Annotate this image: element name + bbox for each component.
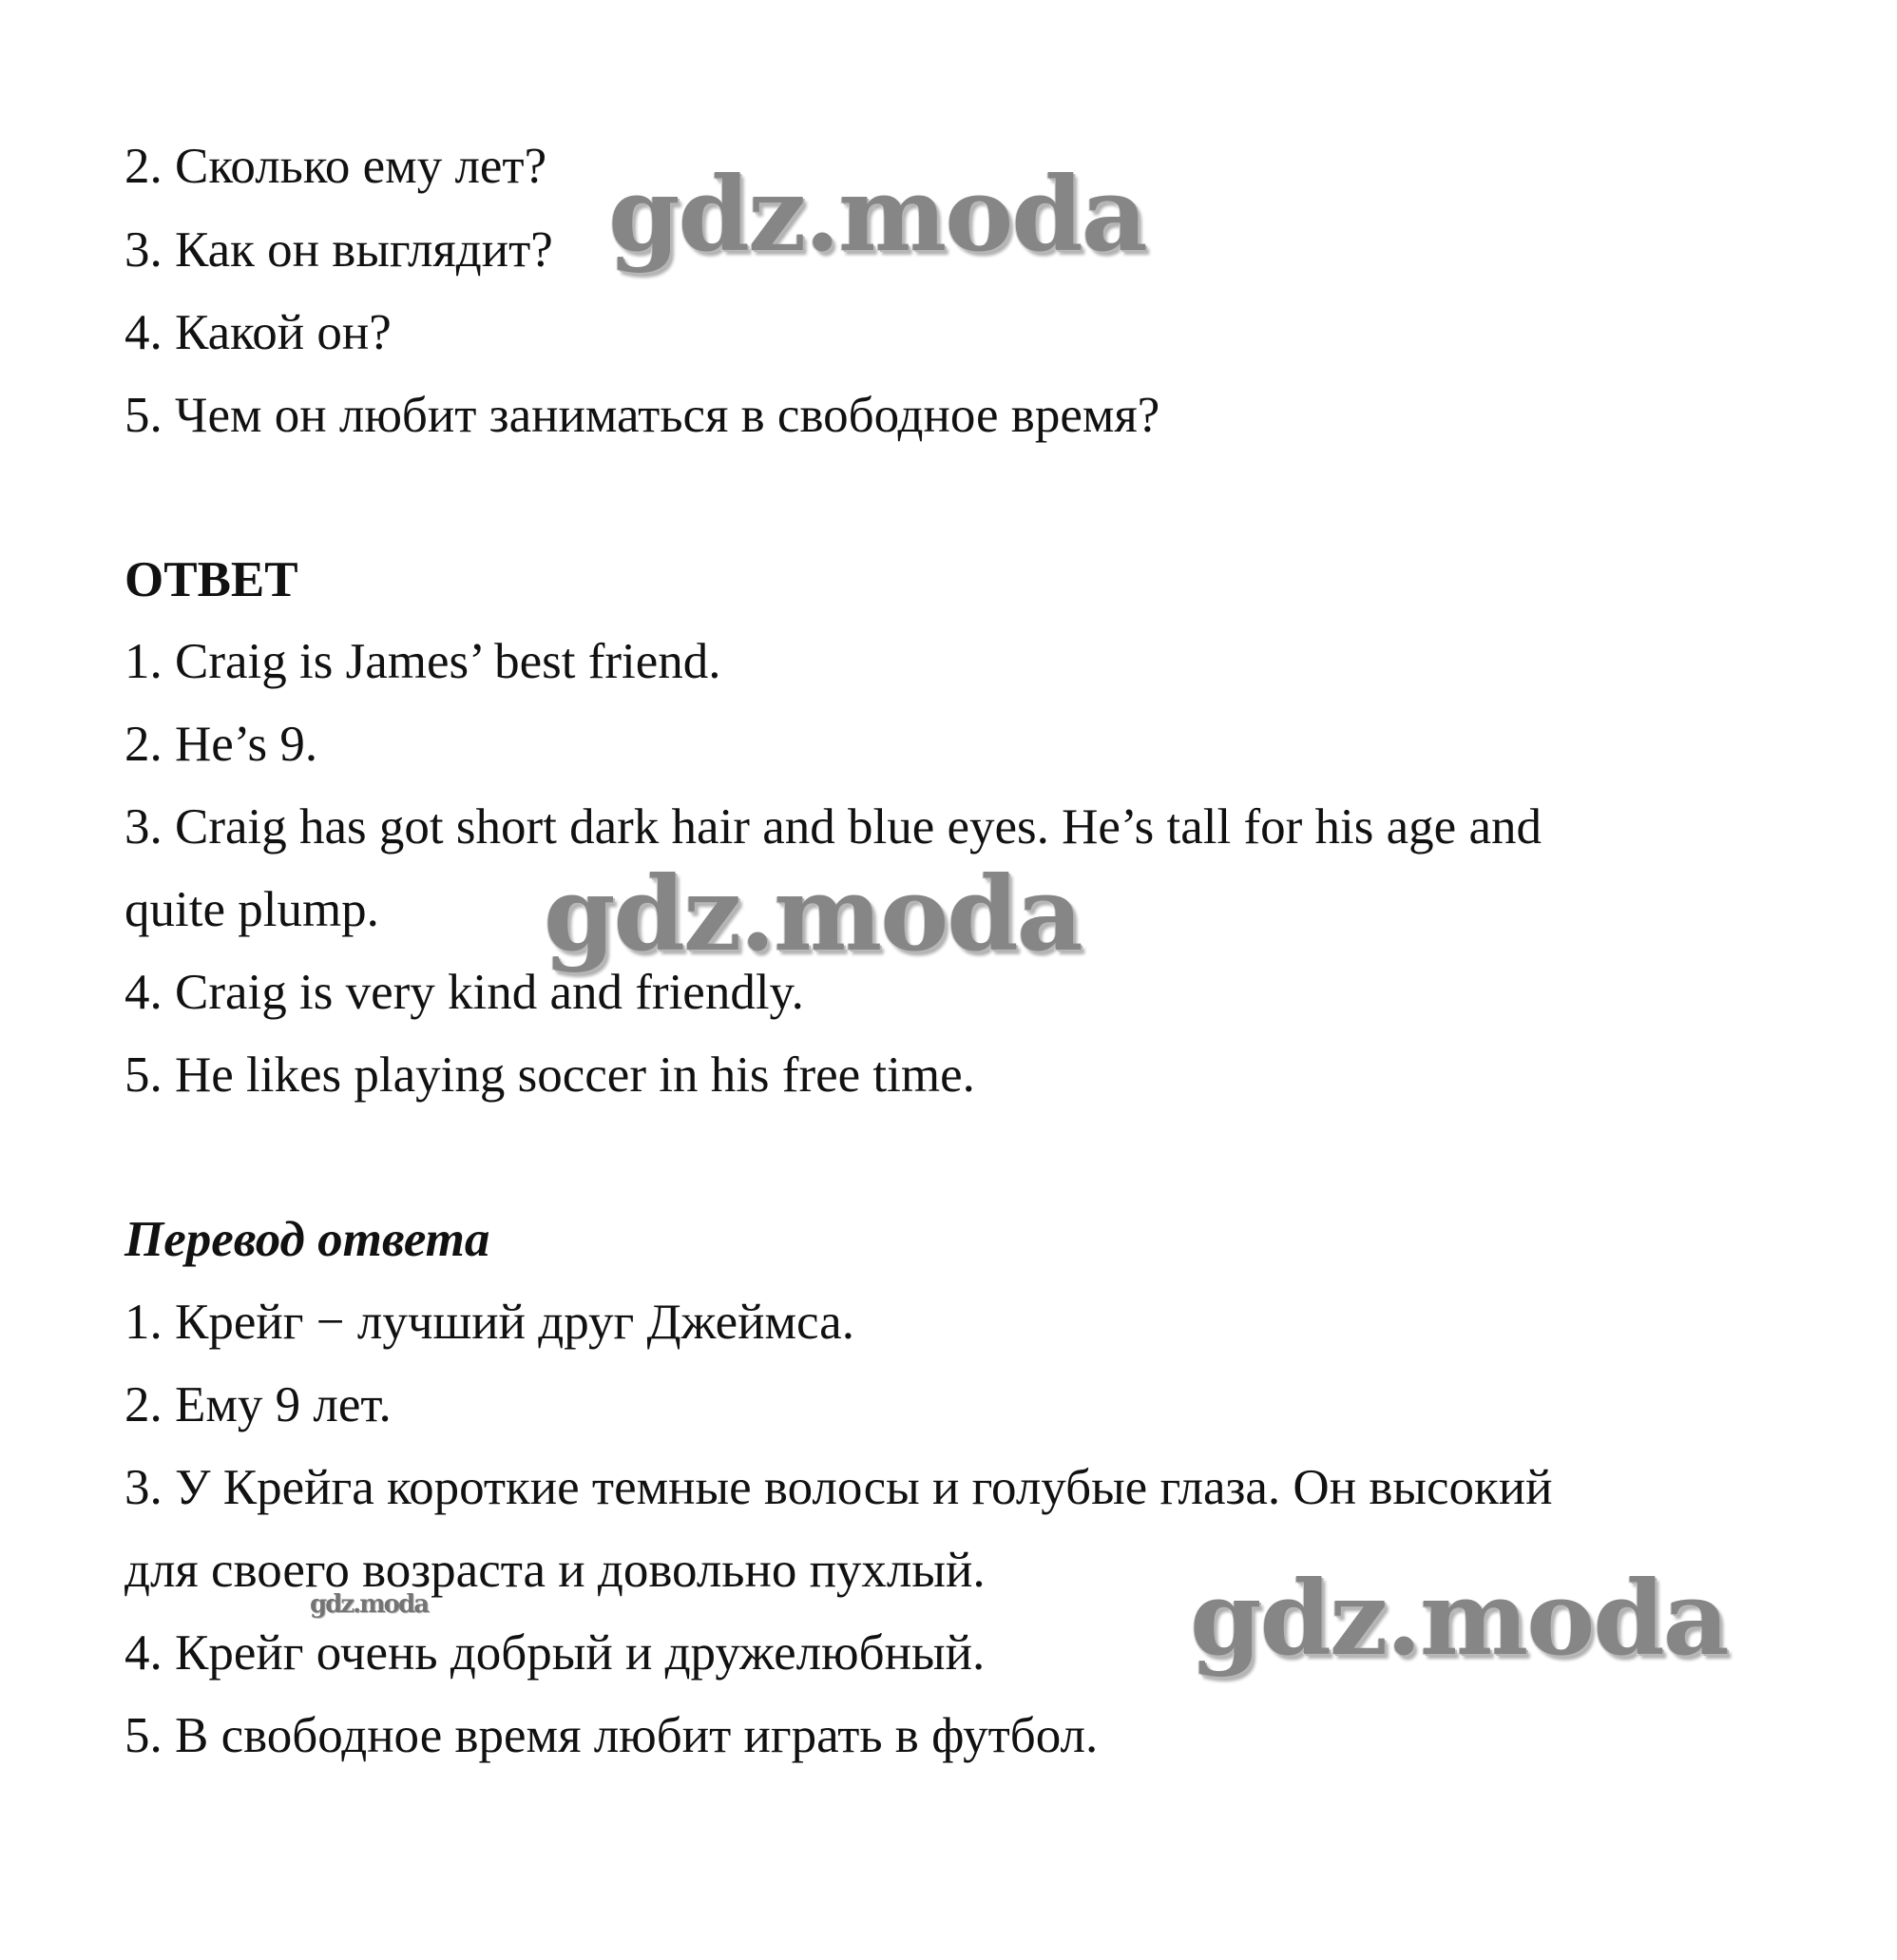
answer-heading: ОТВЕТ — [125, 552, 298, 607]
translation-line-1: 1. Крейг − лучший друг Джеймса. — [125, 1295, 854, 1350]
question-line-3: 3. Как он выглядит? — [125, 222, 553, 278]
answer-line-3-continued: quite plump. — [125, 882, 379, 937]
answer-line-3: 3. Craig has got short dark hair and blue eyes. He’s tall for his age and — [125, 799, 1542, 855]
translation-line-4: 4. Крейг очень добрый и дружелюбный. — [125, 1625, 986, 1681]
answer-line-1: 1. Craig is James’ best friend. — [125, 634, 721, 689]
question-line-4: 4. Какой он? — [125, 305, 392, 360]
question-line-5: 5. Чем он любит заниматься в свободное время? — [125, 388, 1160, 443]
answer-line-5: 5. He likes playing soccer in his free time. — [125, 1047, 975, 1103]
translation-line-3: 3. У Крейга короткие темные волосы и голубые глаза. Он высокий — [125, 1460, 1553, 1515]
answer-line-2: 2. He’s 9. — [125, 717, 318, 772]
watermark-logo-bottom: gdz.moda — [1190, 1559, 1728, 1679]
translation-line-2: 2. Ему 9 лет. — [125, 1377, 392, 1432]
translation-line-5: 5. В свободное время любит играть в футбол. — [125, 1708, 1099, 1763]
watermark-logo-middle: gdz.moda — [544, 855, 1082, 974]
translation-heading: Перевод ответа — [125, 1212, 490, 1267]
watermark-logo-top: gdz.moda — [608, 155, 1146, 275]
question-line-2: 2. Сколько ему лет? — [125, 139, 547, 194]
translation-line-3-continued: для своего возраста и довольно пухлый. — [125, 1543, 986, 1598]
answer-line-4: 4. Craig is very kind and friendly. — [125, 965, 804, 1020]
watermark-logo-small: gdz.moda — [310, 1590, 429, 1619]
